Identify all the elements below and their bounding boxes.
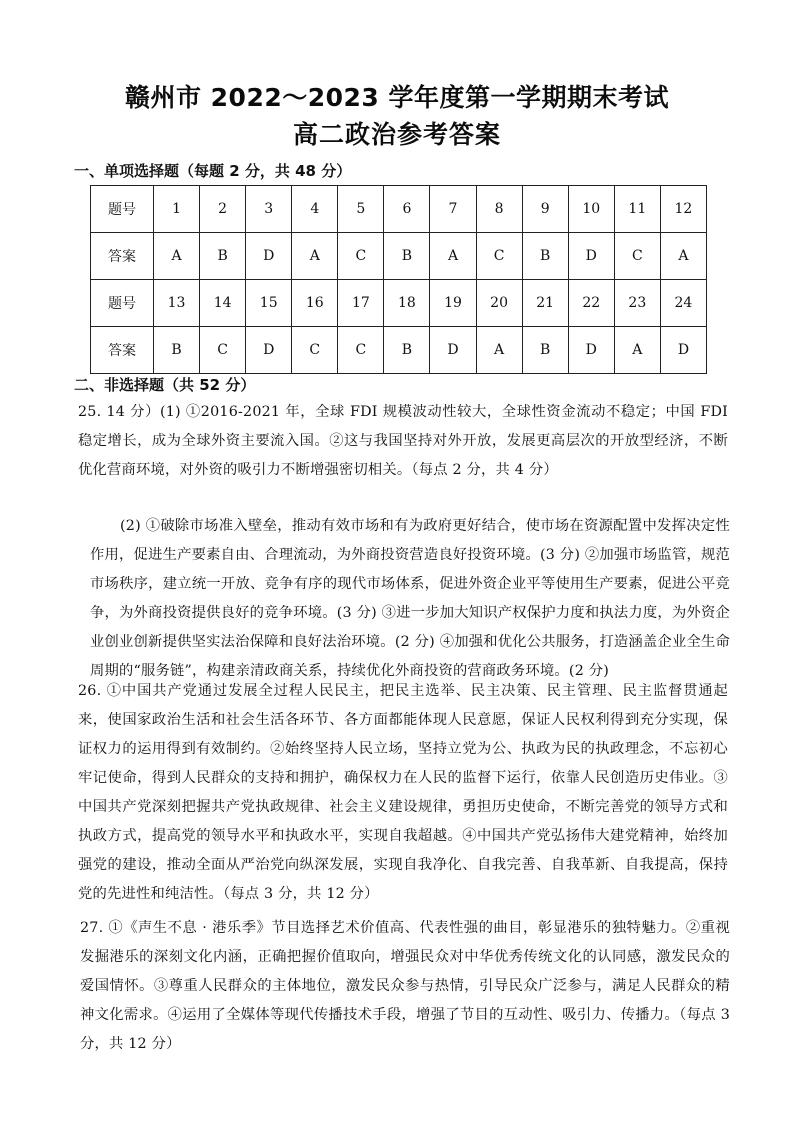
row-label-answer: 答案 bbox=[91, 327, 154, 374]
answer-cell: D bbox=[568, 327, 614, 374]
question-number: 17 bbox=[338, 280, 384, 327]
answer-cell: D bbox=[246, 233, 292, 280]
question-number: 1 bbox=[154, 186, 200, 233]
answer-cell: C bbox=[292, 327, 338, 374]
question-number: 16 bbox=[292, 280, 338, 327]
question-number: 19 bbox=[430, 280, 476, 327]
answer-cell: B bbox=[522, 233, 568, 280]
question-number: 14 bbox=[200, 280, 246, 327]
question-number: 18 bbox=[384, 280, 430, 327]
question-number: 15 bbox=[246, 280, 292, 327]
question-number: 6 bbox=[384, 186, 430, 233]
answer-cell: A bbox=[614, 327, 660, 374]
answer-cell: A bbox=[154, 233, 200, 280]
answer-cell: C bbox=[338, 233, 384, 280]
question-number: 12 bbox=[660, 186, 706, 233]
question-number: 2 bbox=[200, 186, 246, 233]
question-number: 5 bbox=[338, 186, 384, 233]
answer-cell: B bbox=[384, 327, 430, 374]
section-heading-multiple-choice: 一、单项选择题（每题 2 分，共 48 分） bbox=[74, 162, 352, 180]
answer-cell: D bbox=[430, 327, 476, 374]
table-row-numbers-1 bbox=[91, 186, 707, 233]
question-number: 10 bbox=[568, 186, 614, 233]
question-number: 13 bbox=[154, 280, 200, 327]
question-number: 20 bbox=[476, 280, 522, 327]
answer-cell: A bbox=[292, 233, 338, 280]
answer-cell: B bbox=[200, 233, 246, 280]
answer-cell: D bbox=[568, 233, 614, 280]
question-number: 4 bbox=[292, 186, 338, 233]
question-number: 22 bbox=[568, 280, 614, 327]
answer-cell: C bbox=[614, 233, 660, 280]
table-row-answers-2 bbox=[91, 327, 707, 374]
table-row-answers-1 bbox=[91, 233, 707, 280]
section-heading-non-choice: 二、非选择题（共 52 分） bbox=[74, 376, 256, 394]
question-number: 24 bbox=[660, 280, 706, 327]
answer-q27: 27. ①《声生不息 · 港乐季》节目选择艺术价值高、代表性强的曲目，彰显港乐的独特魅力。②重视发掘港乐的深刻文化内涵，正确把握价值取向，增强民众对中华优秀传统文化的认同感，激发民众的爱国情怀。③尊重人民群众的主体地位，激发民众参与热情，引导民众广泛参与，满足人民群众的精神文化需求。④运用了全媒体等现代传播技术手段，增强了节目的互动性、吸引力、传播力。（每点 3 分，共 12 分） bbox=[80, 920, 730, 1052]
table-row-numbers-2 bbox=[91, 280, 707, 327]
question-number: 11 bbox=[614, 186, 660, 233]
question-number: 9 bbox=[522, 186, 568, 233]
document-title: 赣州市 2022～2023 学年度第一学期期末考试 bbox=[124, 83, 670, 112]
answer-cell: C bbox=[338, 327, 384, 374]
answer-q26: 26. ①中国共产党通过发展全过程人民民主，把民主选举、民主决策、民主管理、民主监督贯通起来，使国家政治生活和社会生活各环节、各方面都能体现人民意愿，保证人民权利得到充分实现，保证权力的运用得到有效制约。②始终坚持人民立场，坚持立党为公、执政为民的执政理念，不忘初心牢记使命，得到人民群众的支持和拥护，确保权力在人民的监督下运行，依靠人民创造历史伟业。③中国共产党深刻把握共产党执政规律、社会主义建设规律，勇担历史使命，不断完善党的领导方式和执政方式，提高党的领导水平和执政水平，实现自我超越。④中国共产党弘扬伟大建党精神，始终加强党的建设，推动全面从严治党向纵深发展，实现自我净化、自我完善、自我革新、自我提高，保持党的先进性和纯洁性。（每点 3 分，共 12 分） bbox=[78, 683, 728, 902]
answer-table bbox=[90, 185, 707, 374]
row-label-number: 题号 bbox=[91, 186, 154, 233]
answer-q25-part2: (2) ①破除市场准入壁垒，推动有效市场和有为政府更好结合，使市场在资源配置中发挥决定性作用，促进生产要素自由、合理流动，为外商投资营造良好投资环境。(3 分) ②加强市场监管，规范市场秩序，建立统一开放、竞争有序的现代市场体系，促进外资企业平等使用生产要素，促进公平竞争，为外商投资提供良好的竞争环境。(3 分) ③进一步加大知识产权保护力度和执法力度，为外资企业创业创新提供坚实法治保障和良好法治环境。(2 分) ④加强和优化公共服务，打造涵盖企业全生命周期的“服务链”，构建亲清政商关系，持续优化外商投资的营商政务环境。(2 分) bbox=[90, 518, 730, 679]
answer-cell: D bbox=[660, 327, 706, 374]
answer-cell: C bbox=[476, 233, 522, 280]
answer-cell: D bbox=[246, 327, 292, 374]
answer-cell: A bbox=[430, 233, 476, 280]
answer-cell: A bbox=[660, 233, 706, 280]
answer-cell: B bbox=[522, 327, 568, 374]
question-number: 21 bbox=[522, 280, 568, 327]
document-subtitle: 高二政治参考答案 bbox=[292, 120, 501, 149]
answer-cell: A bbox=[476, 327, 522, 374]
question-number: 7 bbox=[430, 186, 476, 233]
answer-cell: B bbox=[154, 327, 200, 374]
question-number: 3 bbox=[246, 186, 292, 233]
question-number: 8 bbox=[476, 186, 522, 233]
answer-cell: B bbox=[384, 233, 430, 280]
answer-q25-part1: 25. 14 分）(1) ①2016-2021 年，全球 FDI 规模波动性较大，全球性资金流动不稳定；中国 FDI 稳定增长，成为全球外资主要流入国。②这与我国坚持对外开放，发展更高层次的开放型经济，不断优化营商环境，对外资的吸引力不断增强密切相关。（每点 2 分，共 4 分） bbox=[78, 404, 728, 478]
answer-cell: C bbox=[200, 327, 246, 374]
row-label-answer: 答案 bbox=[91, 233, 154, 280]
row-label-number: 题号 bbox=[91, 280, 154, 327]
question-number: 23 bbox=[614, 280, 660, 327]
